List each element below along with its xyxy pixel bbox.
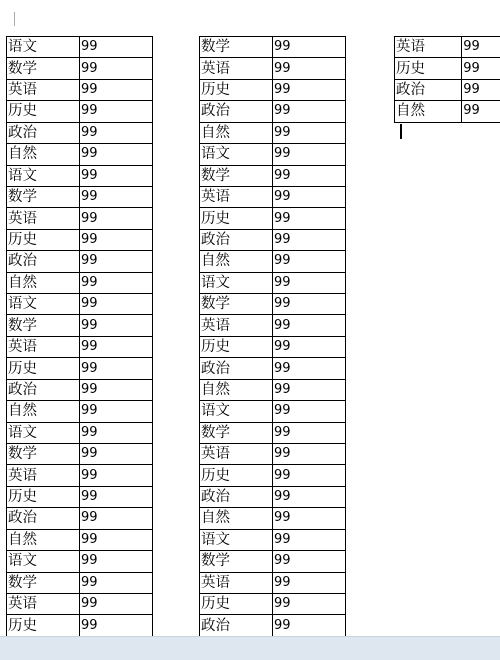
score-cell[interactable]: 99 [80, 444, 153, 465]
score-cell[interactable]: 99 [273, 79, 346, 100]
score-cell[interactable]: 99 [80, 336, 153, 357]
score-table-column-1[interactable] [6, 36, 153, 636]
table-row [7, 551, 153, 572]
table-row [200, 379, 346, 400]
score-cell[interactable]: 99 [273, 101, 346, 122]
score-cell[interactable]: 99 [80, 358, 153, 379]
table-row [200, 58, 346, 79]
score-cell[interactable]: 99 [273, 529, 346, 550]
table-row [200, 122, 346, 143]
table-row [7, 315, 153, 336]
score-cell[interactable]: 99 [80, 186, 153, 207]
score-cell[interactable]: 99 [80, 401, 153, 422]
score-cell[interactable]: 99 [273, 551, 346, 572]
score-cell[interactable]: 99 [80, 572, 153, 593]
subject-cell[interactable]: 政治 [7, 379, 80, 400]
subject-cell[interactable]: 自然 [7, 272, 80, 293]
score-cell[interactable]: 99 [273, 401, 346, 422]
subject-cell[interactable]: 英语 [7, 465, 80, 486]
table-row [200, 294, 346, 315]
subject-cell[interactable]: 历史 [200, 465, 273, 486]
table-row [7, 358, 153, 379]
subject-cell[interactable]: 自然 [7, 401, 80, 422]
subject-cell[interactable]: 历史 [200, 208, 273, 229]
subject-cell[interactable]: 数学 [200, 165, 273, 186]
score-cell[interactable]: 99 [273, 615, 346, 636]
score-cell[interactable]: 99 [273, 165, 346, 186]
score-cell[interactable]: 99 [273, 508, 346, 529]
score-cell[interactable]: 99 [80, 229, 153, 250]
subject-cell[interactable]: 数学 [7, 58, 80, 79]
status-bar [0, 636, 500, 660]
subject-cell[interactable]: 语文 [200, 144, 273, 165]
score-cell[interactable]: 99 [80, 529, 153, 550]
table-row [200, 358, 346, 379]
table-row [200, 272, 346, 293]
table-row [7, 101, 153, 122]
score-cell[interactable]: 99 [273, 465, 346, 486]
table-row [7, 58, 153, 79]
subject-cell[interactable]: 自然 [395, 101, 462, 122]
subject-cell[interactable]: 历史 [200, 79, 273, 100]
subject-cell[interactable]: 英语 [200, 58, 273, 79]
subject-cell[interactable]: 历史 [7, 486, 80, 507]
score-table-column-2[interactable] [199, 36, 346, 636]
table-row [7, 208, 153, 229]
score-cell[interactable]: 99 [80, 465, 153, 486]
score-cell[interactable]: 99 [273, 58, 346, 79]
score-cell[interactable]: 99 [80, 58, 153, 79]
subject-cell[interactable]: 历史 [395, 58, 462, 79]
table-row [200, 593, 346, 614]
margin-corner-mark [14, 12, 15, 26]
table-row [7, 165, 153, 186]
subject-cell[interactable]: 政治 [395, 79, 462, 100]
subject-cell[interactable]: 英语 [7, 208, 80, 229]
table-row [7, 37, 153, 58]
table-row [7, 229, 153, 250]
subject-cell[interactable]: 数学 [200, 294, 273, 315]
score-cell[interactable]: 99 [80, 79, 153, 100]
subject-cell[interactable]: 语文 [7, 551, 80, 572]
table-row [7, 401, 153, 422]
subject-cell[interactable]: 数学 [7, 315, 80, 336]
table-row [7, 294, 153, 315]
score-cell[interactable]: 99 [273, 122, 346, 143]
subject-cell[interactable]: 数学 [200, 422, 273, 443]
subject-cell[interactable]: 英语 [7, 336, 80, 357]
table-body [200, 37, 346, 637]
table-row [200, 101, 346, 122]
table-row [7, 486, 153, 507]
score-cell[interactable]: 99 [80, 486, 153, 507]
table-row [7, 144, 153, 165]
table-row [7, 444, 153, 465]
score-cell[interactable]: 99 [80, 208, 153, 229]
table-row [200, 165, 346, 186]
score-cell[interactable]: 99 [462, 79, 500, 100]
subject-cell[interactable]: 数学 [7, 444, 80, 465]
table-row [200, 422, 346, 443]
score-cell[interactable]: 99 [80, 101, 153, 122]
score-cell[interactable]: 99 [273, 379, 346, 400]
table-row [200, 336, 346, 357]
subject-cell[interactable]: 英语 [200, 186, 273, 207]
table-row [395, 79, 500, 100]
table-row [200, 315, 346, 336]
table-row [200, 401, 346, 422]
table-row [200, 551, 346, 572]
table-row [200, 486, 346, 507]
table-row [200, 186, 346, 207]
subject-cell[interactable]: 语文 [7, 294, 80, 315]
score-cell[interactable]: 99 [273, 336, 346, 357]
table-row [7, 186, 153, 207]
table-row [7, 508, 153, 529]
score-cell[interactable]: 99 [273, 144, 346, 165]
subject-cell[interactable]: 政治 [200, 615, 273, 636]
subject-cell[interactable]: 政治 [200, 101, 273, 122]
score-table-column-3[interactable] [394, 36, 500, 123]
text-cursor [400, 124, 402, 139]
score-cell[interactable]: 99 [273, 251, 346, 272]
subject-cell[interactable]: 政治 [7, 251, 80, 272]
table-row [200, 37, 346, 58]
table-row [200, 572, 346, 593]
score-cell[interactable]: 99 [80, 251, 153, 272]
table-row [395, 37, 500, 58]
table-row [200, 229, 346, 250]
table-row [200, 79, 346, 100]
score-cell[interactable]: 99 [273, 593, 346, 614]
table-row [7, 572, 153, 593]
subject-cell[interactable]: 历史 [7, 101, 80, 122]
table-row [7, 379, 153, 400]
table-row [200, 444, 346, 465]
score-cell[interactable]: 99 [80, 379, 153, 400]
score-cell[interactable]: 99 [80, 272, 153, 293]
subject-cell[interactable]: 英语 [395, 37, 462, 58]
table-row [7, 422, 153, 443]
table-row [7, 336, 153, 357]
subject-cell[interactable]: 英语 [200, 572, 273, 593]
subject-cell[interactable]: 历史 [200, 593, 273, 614]
score-cell[interactable]: 99 [80, 165, 153, 186]
subject-cell[interactable]: 英语 [7, 79, 80, 100]
table-row [7, 593, 153, 614]
score-cell[interactable]: 99 [80, 37, 153, 58]
score-cell[interactable]: 99 [80, 508, 153, 529]
subject-cell[interactable]: 数学 [7, 186, 80, 207]
table-row [395, 58, 500, 79]
table-row [200, 208, 346, 229]
table-row [200, 615, 346, 636]
score-cell[interactable]: 99 [80, 315, 153, 336]
table-row [395, 101, 500, 122]
score-cell[interactable]: 99 [273, 272, 346, 293]
score-cell[interactable]: 99 [273, 444, 346, 465]
subject-cell[interactable]: 语文 [7, 165, 80, 186]
subject-cell[interactable]: 英语 [200, 444, 273, 465]
score-cell[interactable]: 99 [273, 208, 346, 229]
table-row [200, 465, 346, 486]
score-cell[interactable]: 99 [80, 422, 153, 443]
score-cell[interactable]: 99 [80, 593, 153, 614]
score-cell[interactable]: 99 [273, 486, 346, 507]
table-row [200, 508, 346, 529]
table-row [200, 251, 346, 272]
subject-cell[interactable]: 政治 [7, 508, 80, 529]
subject-cell[interactable]: 政治 [200, 229, 273, 250]
score-cell[interactable]: 99 [462, 101, 500, 122]
score-cell[interactable]: 99 [462, 37, 500, 58]
score-cell[interactable]: 99 [273, 572, 346, 593]
score-cell[interactable]: 99 [273, 186, 346, 207]
score-cell[interactable]: 99 [462, 58, 500, 79]
table-row [7, 79, 153, 100]
subject-cell[interactable]: 历史 [7, 358, 80, 379]
table-row [7, 122, 153, 143]
score-cell[interactable]: 99 [80, 144, 153, 165]
score-cell[interactable]: 99 [273, 37, 346, 58]
subject-cell[interactable]: 语文 [200, 529, 273, 550]
subject-cell[interactable]: 政治 [200, 486, 273, 507]
score-cell[interactable]: 99 [273, 229, 346, 250]
table-row [7, 615, 153, 636]
subject-cell[interactable]: 数学 [200, 37, 273, 58]
score-cell[interactable]: 99 [80, 551, 153, 572]
table-row [7, 465, 153, 486]
score-cell[interactable]: 99 [80, 615, 153, 636]
subject-cell[interactable]: 英语 [200, 315, 273, 336]
subject-cell[interactable]: 数学 [7, 572, 80, 593]
subject-cell[interactable]: 自然 [7, 529, 80, 550]
subject-cell[interactable]: 历史 [7, 615, 80, 636]
subject-cell[interactable]: 数学 [200, 551, 273, 572]
score-cell[interactable]: 99 [273, 294, 346, 315]
subject-cell[interactable]: 历史 [200, 336, 273, 357]
table-row [7, 529, 153, 550]
score-cell[interactable]: 99 [273, 358, 346, 379]
subject-cell[interactable]: 自然 [200, 251, 273, 272]
table-body [7, 37, 153, 637]
subject-cell[interactable]: 自然 [7, 144, 80, 165]
subject-cell[interactable]: 政治 [7, 122, 80, 143]
subject-cell[interactable]: 政治 [200, 358, 273, 379]
score-cell[interactable]: 99 [80, 122, 153, 143]
table-body [395, 37, 500, 123]
subject-cell[interactable]: 英语 [7, 593, 80, 614]
score-cell[interactable]: 99 [273, 422, 346, 443]
subject-cell[interactable]: 自然 [200, 508, 273, 529]
subject-cell[interactable]: 语文 [7, 422, 80, 443]
table-row [7, 272, 153, 293]
table-row [7, 251, 153, 272]
subject-cell[interactable]: 自然 [200, 122, 273, 143]
subject-cell[interactable]: 自然 [200, 379, 273, 400]
table-row [200, 529, 346, 550]
subject-cell[interactable]: 语文 [200, 401, 273, 422]
subject-cell[interactable]: 语文 [200, 272, 273, 293]
table-row [200, 144, 346, 165]
subject-cell[interactable]: 语文 [7, 37, 80, 58]
score-cell[interactable]: 99 [80, 294, 153, 315]
score-cell[interactable]: 99 [273, 315, 346, 336]
subject-cell[interactable]: 历史 [7, 229, 80, 250]
